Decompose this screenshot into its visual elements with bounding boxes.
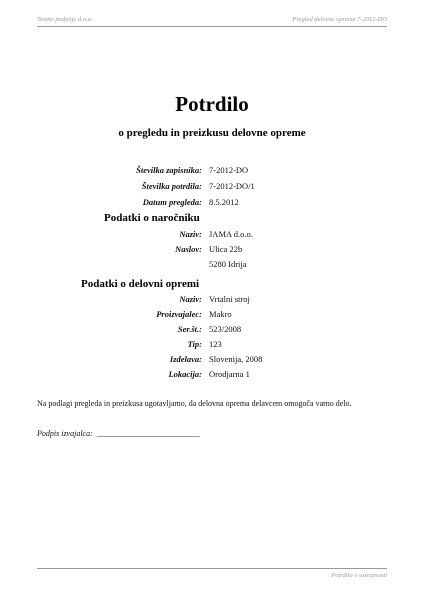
field-value: 5280 Idrija [209, 259, 247, 269]
equipment-row-name [0, 293, 424, 305]
footer-rule [37, 568, 387, 569]
page-footer: Potrdilo o ustreznosti [331, 572, 387, 579]
meta-label: Številka zapisnika: [136, 165, 202, 175]
conclusion-statement: Na podlagi pregleda in preizkusa ugotavljamo, da delovna oprema delavcem omogoča varno delo. [37, 399, 352, 408]
client-row-address [0, 243, 424, 255]
document-subtitle: o pregledu in preizkusu delovne opreme [118, 127, 306, 139]
field-value: Vrtalni stroj [209, 294, 250, 304]
equipment-row-production [0, 353, 424, 365]
meta-label: Številka potrdila: [141, 181, 202, 191]
field-label: Tip: [187, 339, 202, 349]
meta-row-certificate-number [0, 180, 424, 192]
meta-row-report-number [0, 164, 424, 176]
meta-value: 7-2012-DO/1 [209, 181, 255, 191]
signature-block [37, 428, 199, 440]
field-value: 523/2008 [209, 324, 242, 334]
field-value: 123 [209, 339, 222, 349]
signature-line: ___________________________ [96, 429, 200, 438]
field-label: Naslov: [175, 244, 202, 254]
document-title: Potrdilo [175, 92, 249, 116]
client-row-city [0, 258, 424, 270]
signature-label: Podpis izvajalca: [37, 429, 93, 438]
header-company: Testno podjetje d.o.o. [37, 16, 93, 23]
field-value: Orodjarna 1 [209, 369, 250, 379]
field-label: Proizvajalec: [156, 309, 202, 319]
field-label: Lokacija: [168, 369, 202, 379]
meta-label: Datum pregleda: [142, 197, 202, 207]
field-label: Izdelava: [169, 354, 202, 364]
header-rule [37, 26, 387, 27]
field-label: Naziv: [179, 229, 202, 239]
equipment-row-location [0, 368, 424, 380]
meta-value: 7-2012-DO [209, 165, 249, 175]
header-document-ref: Pregled delovne opreme 7-2012-DO [292, 16, 387, 23]
field-label: Naziv: [179, 294, 202, 304]
field-label: Ser.št.: [177, 324, 202, 334]
equipment-row-type [0, 338, 424, 350]
client-row-name [0, 228, 424, 240]
equipment-row-manufacturer [0, 308, 424, 320]
meta-value: 8.5.2012 [209, 197, 239, 207]
field-value: Ulica 22b [209, 244, 243, 254]
client-section-heading: Podatki o naročniku [104, 212, 200, 224]
field-value: Slovenija, 2008 [209, 354, 263, 364]
field-value: JAMA d.o.o. [209, 229, 253, 239]
equipment-row-serial [0, 323, 424, 335]
meta-row-inspection-date [0, 196, 424, 208]
equipment-section-heading: Podatki o delovni opremi [81, 278, 200, 290]
field-value: Makro [209, 309, 232, 319]
